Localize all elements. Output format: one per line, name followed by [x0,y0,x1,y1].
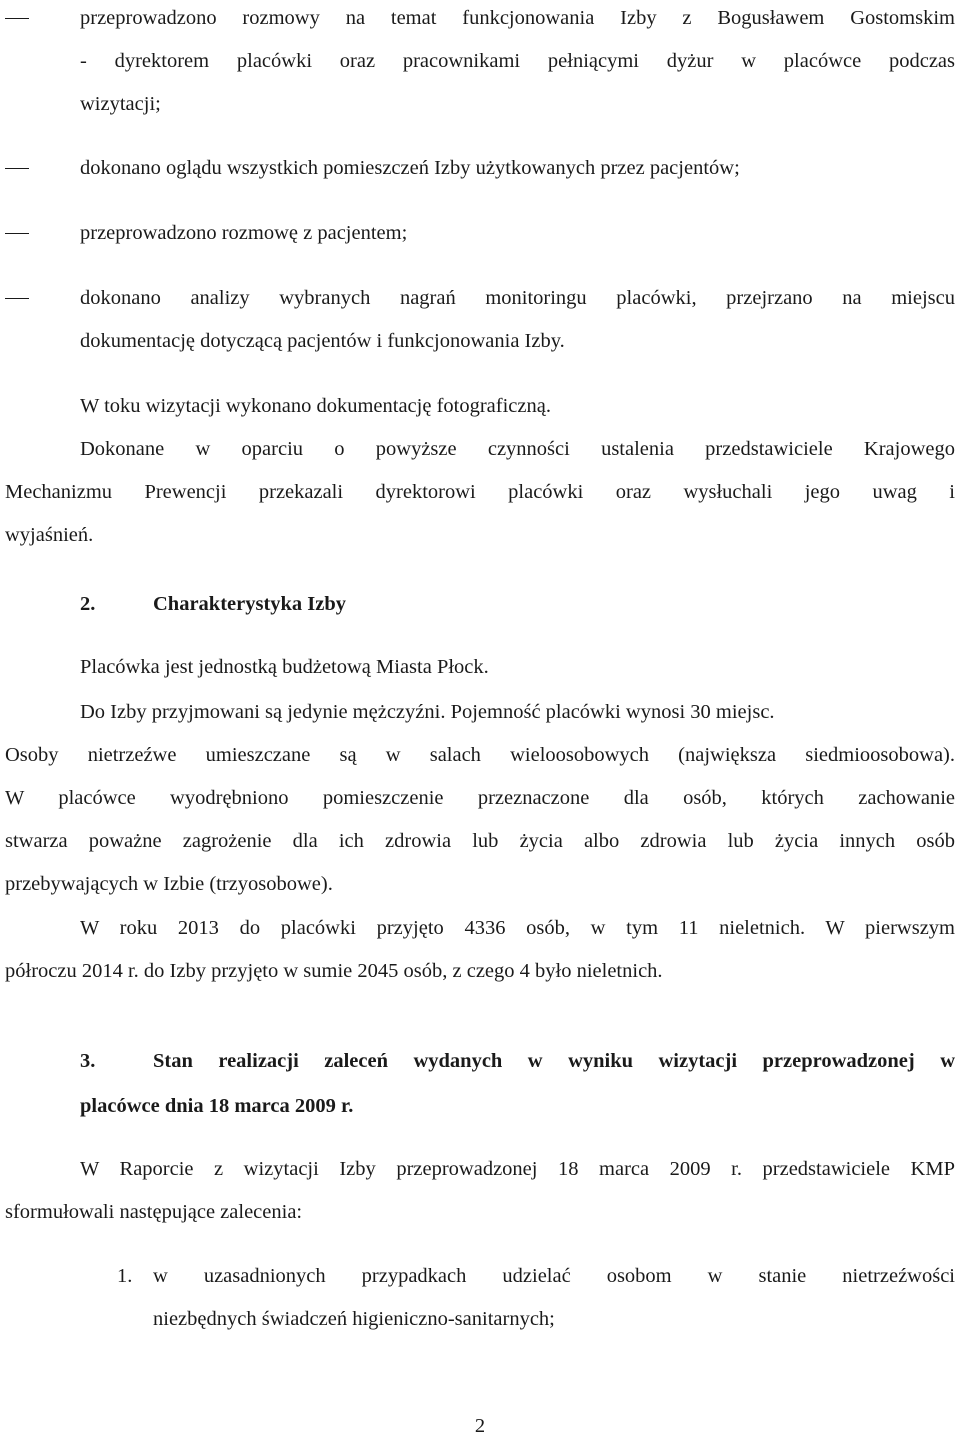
section-number: 3. [80,1050,96,1072]
section-2-line: W roku 2013 do placówki przyjęto 4336 osób, w tym 11 nieletnich. W pierwszym [80,917,955,939]
bullet-dash [5,233,29,234]
section-2-line: W placówce wyodrębniono pomieszczenie przeznaczone dla osób, których zachowanie [5,787,955,809]
bullet-dash [5,168,29,169]
section-3-line: W Raporcie z wizytacji Izby przeprowadzonej 18 marca 2009 r. przedstawiciele KMP [80,1158,955,1180]
recommendation-line: niezbędnych świadczeń higieniczno-sanitarnych; [153,1308,555,1330]
bullet-dash [5,18,29,19]
section-2-line: Osoby nietrzeźwe umieszczane są w salach wieloosobowych (największa siedmioosobowa). [5,744,955,766]
bullet-text-line: - dyrektorem placówki oraz pracownikami pełniącymi dyżur w placówce podczas [80,50,955,72]
section-2-line: przebywających w Izbie (trzyosobowe). [5,873,333,895]
section-heading-2 [80,592,955,616]
paragraph-photo-documentation: W toku wizytacji wykonano dokumentację fotograficzną. [80,395,551,417]
paragraph-findings-line: wyjaśnień. [5,524,94,546]
recommendation-number: 1. [117,1265,133,1287]
page-number: 2 [474,1415,486,1437]
paragraph-findings-line: Dokonane w oparciu o powyższe czynności ustalenia przedstawiciele Krajowego [80,438,955,460]
section-2-line: Placówka jest jednostką budżetową Miasta Płock. [80,656,489,678]
bullet-text-line: przeprowadzono rozmowy na temat funkcjonowania Izby z Bogusławem Gostomskim [80,7,955,29]
bullet-text-line: przeprowadzono rozmowę z pacjentem; [80,222,408,244]
bullet-text-line: dokonano analizy wybranych nagrań monitoringu placówki, przejrzano na miejscu [80,287,955,309]
section-number: 2. [80,593,96,615]
recommendation-line: w uzasadnionych przypadkach udzielać osobom w stanie nietrzeźwości [153,1265,955,1287]
section-title-line: Stan realizacji zaleceń wydanych w wyniku wizytacji przeprowadzonej w [153,1050,955,1072]
paragraph-findings-line: Mechanizmu Prewencji przekazali dyrektorowi placówki oraz wysłuchali jego uwag i [5,481,955,503]
bullet-text-line: dokumentację dotyczącą pacjentów i funkcjonowania Izby. [80,330,565,352]
section-title-line: placówce dnia 18 marca 2009 r. [80,1095,354,1117]
section-2-line: stwarza poważne zagrożenie dla ich zdrowia lub życia albo zdrowia lub życia innych osób [5,830,955,852]
section-2-line: Do Izby przyjmowani są jedynie mężczyźni. Pojemność placówki wynosi 30 miejsc. [80,701,775,723]
bullet-text-line: dokonano oglądu wszystkich pomieszczeń Izby użytkowanych przez pacjentów; [80,157,740,179]
section-title: Charakterystyka Izby [153,593,347,615]
section-3-line: sformułowali następujące zalecenia: [5,1201,303,1223]
bullet-text-line: wizytacji; [80,93,161,115]
section-2-line: półroczu 2014 r. do Izby przyjęto w sumie 2045 osób, z czego 4 było nieletnich. [5,960,663,982]
bullet-dash [5,298,29,299]
